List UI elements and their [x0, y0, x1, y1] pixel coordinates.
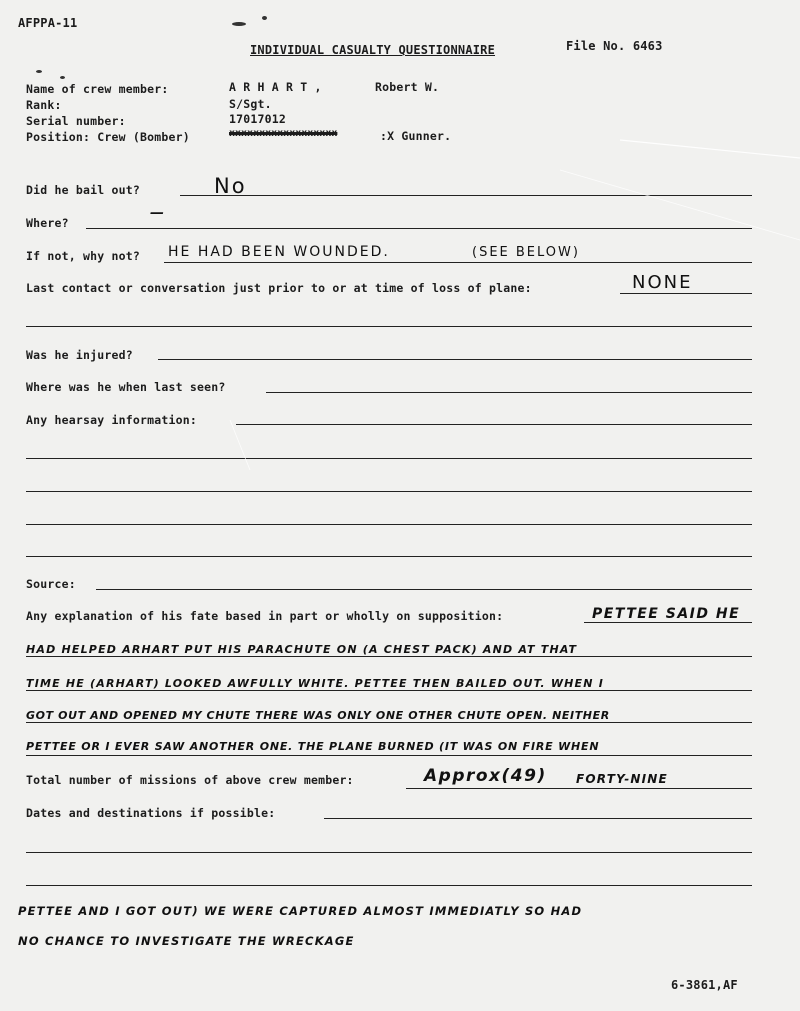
contact-answer: NONE — [632, 272, 693, 293]
explanation-line-1: PETTEE SAID HE — [592, 606, 741, 622]
missions-words: FORTY-NINE — [576, 772, 668, 786]
rank-value: S/Sgt. — [229, 97, 272, 111]
where-label: Where? — [26, 216, 69, 230]
last-seen-line — [266, 392, 752, 393]
explanation-line-5: PETTEE OR I EVER SAW ANOTHER ONE. THE PLANE BURNED (IT WAS ON FIRE WHEN — [26, 740, 600, 753]
why-note: (SEE BELOW) — [472, 245, 580, 260]
explanation-rule-1 — [584, 622, 752, 623]
explanation-rule-2 — [26, 656, 752, 657]
dates-label: Dates and destinations if possible: — [26, 806, 276, 820]
position-struck-text: xxxxxxxxxxxxxxxxxx — [229, 128, 338, 139]
where-answer: — — [150, 205, 166, 221]
rank-label: Rank: — [26, 98, 62, 112]
source-label: Source: — [26, 577, 76, 591]
why-label: If not, why not? — [26, 249, 140, 263]
last-seen-label: Where was he when last seen? — [26, 380, 226, 394]
missions-label: Total number of missions of above crew member: — [26, 773, 354, 787]
hearsay-label: Any hearsay information: — [26, 413, 197, 427]
source-line — [96, 589, 752, 590]
hearsay-line-2 — [26, 458, 752, 459]
explanation-label: Any explanation of his fate based in part or wholly on supposition: — [26, 609, 504, 623]
contact-line — [620, 293, 752, 294]
name-surname: A R H A R T , — [229, 80, 322, 94]
dates-line-1 — [324, 818, 752, 819]
injured-line — [158, 359, 752, 360]
form-number: 6-3861,AF — [671, 978, 738, 992]
explanation-line-3: TIME HE (ARHART) LOOKED AWFULLY WHITE. PETTEE THEN BAILED OUT. WHEN I — [26, 677, 605, 690]
explanation-rule-5 — [26, 755, 752, 756]
serial-label: Serial number: — [26, 114, 126, 128]
hearsay-line-4 — [26, 524, 752, 525]
contact-line-2 — [26, 326, 752, 327]
missions-answer: Approx(49) — [424, 766, 547, 786]
scan-speck — [262, 16, 267, 20]
scan-speck — [60, 76, 65, 79]
serial-value: 17017012 — [229, 112, 286, 126]
bail-label: Did he bail out? — [26, 183, 140, 197]
scan-speck — [232, 22, 246, 26]
document-title: INDIVIDUAL CASUALTY QUESTIONNAIRE — [250, 43, 496, 57]
explanation-rule-3 — [26, 690, 752, 691]
form-code: AFPPA-11 — [18, 16, 78, 30]
where-line — [86, 228, 752, 229]
name-label: Name of crew member: — [26, 82, 169, 96]
name-given: Robert W. — [375, 80, 440, 94]
file-number: File No. 6463 — [566, 39, 663, 53]
position-label: Position: Crew (Bomber) — [26, 130, 190, 144]
explanation-rule-4 — [26, 722, 752, 723]
contact-label: Last contact or conversation just prior to or at time of loss of plane: — [26, 281, 532, 295]
hearsay-line-3 — [26, 491, 752, 492]
injured-label: Was he injured? — [26, 348, 133, 362]
bail-answer: No — [214, 174, 247, 198]
continuation-line-2: NO CHANCE TO INVESTIGATE THE WRECKAGE — [18, 934, 355, 948]
bail-line — [180, 195, 752, 196]
explanation-line-2: HAD HELPED ARHART PUT HIS PARACHUTE ON (A CHEST PACK) AND AT THAT — [26, 643, 578, 656]
position-value: :X Gunner. — [380, 129, 452, 143]
why-line — [164, 262, 752, 263]
missions-line — [406, 788, 752, 789]
dates-line-3 — [26, 885, 752, 886]
hearsay-line-1 — [236, 424, 752, 425]
dates-line-2 — [26, 852, 752, 853]
explanation-line-4: GOT OUT AND OPENED MY CHUTE THERE WAS ONLY ONE OTHER CHUTE OPEN. NEITHER — [26, 709, 610, 722]
continuation-line-1: PETTEE AND I GOT OUT) WE WERE CAPTURED ALMOST IMMEDIATLY SO HAD — [18, 904, 583, 918]
hearsay-line-5 — [26, 556, 752, 557]
why-answer: HE HAD BEEN WOUNDED. — [168, 244, 390, 260]
scan-speck — [36, 70, 42, 73]
